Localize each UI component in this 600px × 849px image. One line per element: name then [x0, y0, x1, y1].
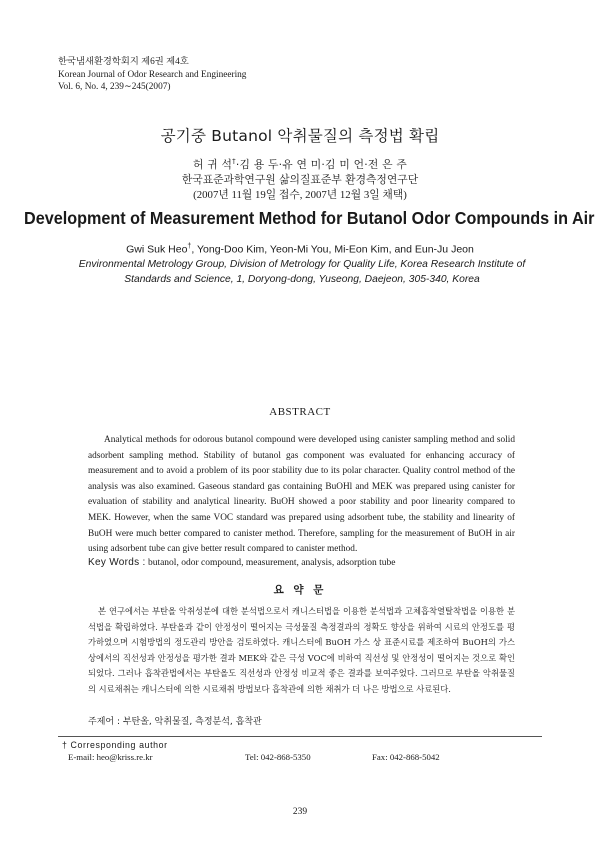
keywords-text: butanol, odor compound, measurement, analysis, adsorption tube — [145, 558, 396, 568]
korean-title: 공기중 Butanol 악취물질의 측정법 확립 — [160, 127, 440, 145]
journal-name-korean: 한국냄새환경학회지 제6권 제4호 — [58, 57, 189, 67]
korean-abstract-body: 본 연구에서는 부탄올 악취성분에 대한 분석법으로서 캐니스터법을 이용한 분석법과 고체흡착열탈착법을 이용한 분석법을 확립하였다. 부탄올과 같이 안정성이 떨어지는 극성물질 측정결과의 정확도 향상을 위하여 시료의 안정도를 평가하였으며 시험방법의 정도관리 방안을 검토하였다. 캐니스터에 BuOH 가스 상 표준시료를 제조하여 BuOH의 가스상에서의 직선성과 안정성을 평가한 결과 MEK와 같은 극성 VOC에 비하여 직선성 및 안정성이 떨어지는 것으로 확인 되었다. 그러나 흡착관법에서는 부탄올도 직선성과 안정성 비교적 좋은 결과를 보여주었다. 그러므로 부탄올 악취물질의 시료채취는 캐니스터에 의한 시료채취 방법보다 흡착관에 의한 채취가 더 나은 방법으로 사료된다. — [88, 606, 515, 694]
english-affiliation: Environmental Metrology Group, Division of Metrology for Quality Life, Korea Research Institute of Standards and Science, 1, Doryong-dong, Yuseong, Daejeon, 305-340, Korea — [78, 259, 526, 285]
keywords-line — [88, 557, 395, 568]
english-coauthors: , Yong-Doo Kim, Yeon-Mi You, Mi-Eon Kim, and Eun-Ju Jeon — [191, 243, 474, 256]
corresponding-dagger: † — [232, 157, 236, 166]
korean-keywords-text: 부탄올, 악취물질, 측정분석, 흡착관 — [119, 717, 262, 727]
keywords-label: Key Words : — [88, 557, 146, 568]
korean-first-author: 허 귀 석 — [193, 158, 233, 171]
journal-name-english: Korean Journal of Odor Research and Engineering — [58, 69, 247, 80]
journal-header — [58, 56, 246, 94]
english-authors — [0, 243, 600, 256]
page-number: 239 — [292, 807, 308, 817]
corresponding-author-note: † Corresponding author — [62, 740, 168, 750]
footnote-divider — [58, 736, 542, 737]
korean-institution: 한국표준과학연구원 삶의질표준부 환경측정연구단 — [181, 173, 419, 186]
author-telephone: Tel: 042-868-5350 — [245, 752, 311, 762]
english-first-author: Gwi Suk Heo — [126, 243, 188, 256]
korean-keywords-label: 주제어 : — [88, 717, 120, 727]
corresponding-dagger-en: † — [187, 243, 192, 250]
korean-authors — [0, 157, 600, 172]
korean-coauthors: ·김 용 두·유 연 미·김 미 언·전 은 주 — [235, 158, 407, 171]
author-email: E-mail: heo@kriss.re.kr — [68, 752, 153, 762]
korean-keywords-line — [88, 714, 262, 727]
received-accepted-dates: (2007년 11월 19일 접수, 2007년 12월 3일 채택) — [193, 189, 407, 201]
korean-abstract-heading: 요 약 문 — [273, 584, 327, 596]
abstract-body: Analytical methods for odorous butanol compound were developed using canister sampling method and solid adsorbent sampling method. Stability of butanol gas component was evaluated for enhancing accuracy of measurement and to avoid a problem of its poor stability due to its polar character. Quality control method of the analysis was also examined. Gaseous standard gas containing BuOHl and MEK was prepared using canister for evaluation of stability and analytical linearity. BuOH showed a poor stability and poor linearity compared to MEK. However, when the same VOC standard was prepared using adsorbent tube, the stability and linearity of BuOH were much better compared to canister method. Therefore, sampling for the measurement of BuOH in air using adsorbent tube can give better result compared to canister method. — [88, 435, 515, 555]
english-title: Development of Measurement Method for Butanol Odor Compounds in Air — [24, 208, 595, 228]
abstract-heading: ABSTRACT — [269, 406, 331, 418]
journal-volume-info: Vol. 6, No. 4, 239∼245(2007) — [58, 82, 171, 92]
author-fax: Fax: 042-868-5042 — [372, 752, 440, 762]
